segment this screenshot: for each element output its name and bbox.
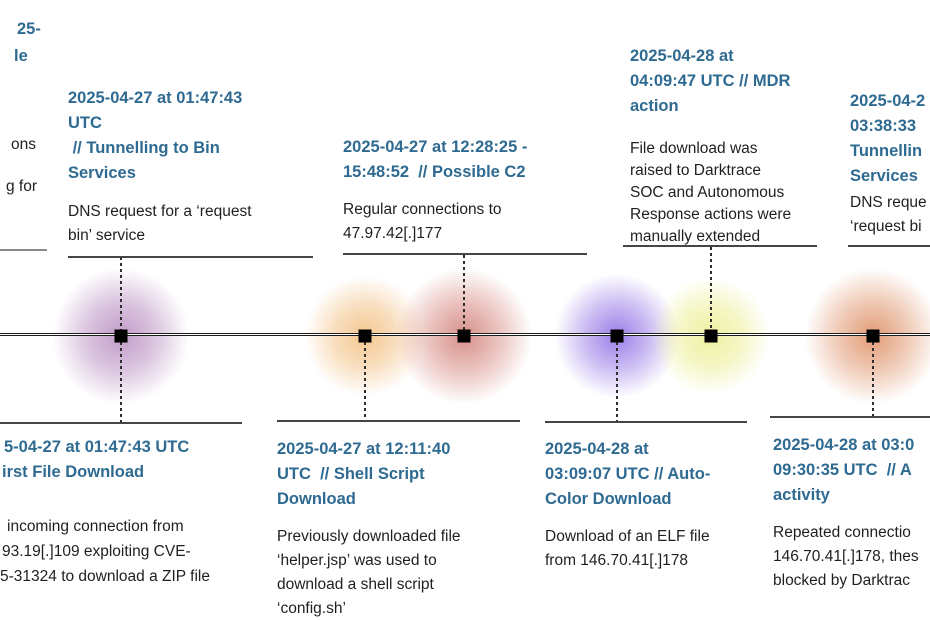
timeline-marker-5 bbox=[705, 330, 718, 343]
event-auto-color-body bbox=[545, 525, 710, 573]
event-heading-line: // Tunnelling to Bin bbox=[68, 139, 220, 157]
event-body-line: Repeated connectio bbox=[773, 524, 911, 541]
event-body-line: blocked by Darktrac bbox=[773, 572, 910, 589]
connector-first-file bbox=[120, 342, 122, 422]
event-heading-line: activity bbox=[773, 486, 830, 504]
event-body-line: g for bbox=[6, 178, 38, 195]
event-body-line: 146.70.41[.]178, thes bbox=[773, 548, 919, 565]
event-body-line: ons bbox=[11, 136, 36, 153]
underline-shell-script bbox=[277, 420, 520, 422]
event-body-line: Regular connections to bbox=[343, 201, 502, 218]
event-tunnelling-1-heading bbox=[68, 86, 242, 186]
event-heading-line: 2025-04-27 at 12:11:40 bbox=[277, 440, 451, 458]
event-heading-line: UTC bbox=[68, 114, 102, 132]
event-heading-line: 5-04-27 at 01:47:43 UTC bbox=[4, 438, 190, 456]
event-heading-line: 2025-04-28 at bbox=[545, 440, 649, 458]
event-heading-line: Services bbox=[850, 167, 918, 185]
event-body-line: bin’ service bbox=[68, 227, 145, 244]
event-body-line: ‘request bi bbox=[850, 218, 922, 235]
underline-tunnelling-2 bbox=[848, 245, 930, 247]
event-body-line: 47.97.42[.]177 bbox=[343, 225, 443, 242]
event-first-file bbox=[0, 430, 260, 620]
event-body-line: File download was bbox=[630, 140, 758, 157]
event-body-line: from 146.70.41[.]178 bbox=[545, 552, 689, 569]
event-body-line: download a shell script bbox=[277, 576, 434, 593]
event-body-line: incoming connection from bbox=[7, 518, 184, 535]
event-heading-line: le bbox=[14, 47, 28, 65]
event-shell-script-heading bbox=[277, 437, 450, 512]
event-body-line: Response actions were bbox=[630, 206, 792, 223]
event-heading-line: irst File Download bbox=[2, 463, 145, 481]
timeline-marker-2 bbox=[359, 330, 372, 343]
connector-possible-c2 bbox=[463, 255, 465, 330]
event-heading-line: UTC // Shell Script bbox=[277, 465, 425, 483]
underline-mdr-action bbox=[623, 245, 817, 247]
event-possible-c2-heading bbox=[343, 135, 527, 185]
event-tunnelling-2-heading bbox=[850, 89, 925, 189]
event-heading-line: 2025-04-2 bbox=[850, 92, 926, 110]
event-heading-line: Tunnellin bbox=[850, 142, 923, 160]
event-body-line: ‘config.sh’ bbox=[277, 600, 346, 617]
event-body-line: Previously downloaded file bbox=[277, 528, 461, 545]
event-heading-line: 04:09:47 UTC // MDR bbox=[630, 72, 791, 90]
event-heading-line: 2025-04-27 at 12:28:25 - bbox=[343, 138, 528, 156]
event-heading-line: Services bbox=[68, 164, 136, 182]
event-body-line: 5-31324 to download a ZIP file bbox=[0, 568, 210, 585]
event-body-line: manually extended bbox=[630, 228, 761, 245]
underline-first-file bbox=[0, 422, 242, 424]
event-edge-left-top bbox=[0, 0, 60, 260]
event-heading-line: 25- bbox=[17, 20, 41, 38]
event-body-line: 93.19[.]109 exploiting CVE- bbox=[2, 543, 191, 560]
event-body-line: Download of an ELF file bbox=[545, 528, 710, 545]
underline-possible-c2 bbox=[343, 253, 587, 255]
event-mdr-action-heading bbox=[630, 44, 790, 119]
event-heading-line: 09:30:35 UTC // A bbox=[773, 461, 912, 479]
connector-shell-script bbox=[364, 342, 366, 420]
event-tunnelling-2-body bbox=[850, 191, 927, 239]
underline-edge-left-top bbox=[0, 249, 47, 251]
event-c2-activity-heading bbox=[773, 433, 914, 508]
event-body-line: ‘helper.jsp’ was used to bbox=[277, 552, 437, 569]
timeline-marker-6 bbox=[867, 330, 880, 343]
event-heading-line: 2025-04-28 at bbox=[630, 47, 734, 65]
event-body-line: DNS request for a ‘request bbox=[68, 203, 252, 220]
event-heading-line: action bbox=[630, 97, 679, 115]
event-heading-line: Download bbox=[277, 490, 356, 508]
event-heading-line: 03:38:33 bbox=[850, 117, 917, 135]
event-body-line: DNS reque bbox=[850, 194, 927, 211]
event-body-line: SOC and Autonomous bbox=[630, 184, 785, 201]
timeline-marker-3 bbox=[458, 330, 471, 343]
event-heading-line: Color Download bbox=[545, 490, 672, 508]
connector-tunnelling-1 bbox=[120, 257, 122, 330]
event-auto-color-heading bbox=[545, 437, 710, 512]
event-body-line: raised to Darktrace bbox=[630, 162, 761, 179]
underline-auto-color bbox=[545, 421, 747, 423]
connector-mdr-action bbox=[710, 247, 712, 330]
event-tunnelling-1-body bbox=[68, 200, 252, 248]
event-heading-line: 15:48:52 // Possible C2 bbox=[343, 163, 526, 181]
underline-tunnelling-1 bbox=[68, 256, 313, 258]
event-possible-c2-body bbox=[343, 198, 502, 246]
underline-c2-activity bbox=[770, 416, 930, 418]
connector-c2-activity bbox=[872, 342, 874, 416]
event-mdr-action-body bbox=[630, 138, 791, 248]
timeline-marker-1 bbox=[115, 330, 128, 343]
event-heading-line: 2025-04-28 at 03:0 bbox=[773, 436, 915, 454]
timeline-marker-4 bbox=[611, 330, 624, 343]
event-heading-line: 03:09:07 UTC // Auto- bbox=[545, 465, 711, 483]
event-c2-activity-body bbox=[773, 521, 919, 593]
connector-auto-color bbox=[616, 342, 618, 421]
event-heading-line: 2025-04-27 at 01:47:43 bbox=[68, 89, 243, 107]
event-shell-script-body bbox=[277, 525, 461, 620]
